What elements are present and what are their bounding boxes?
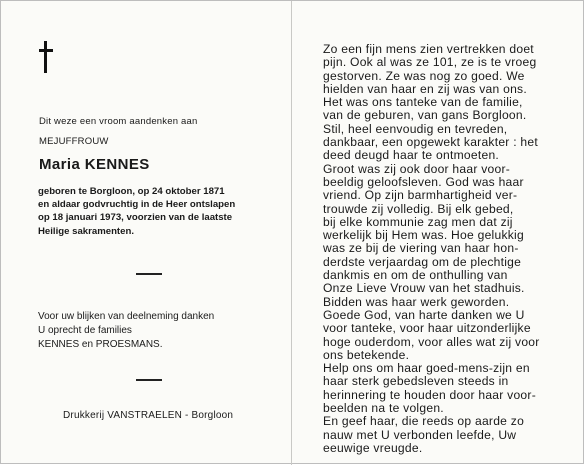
text-line: haar sterk gebedsleven steeds in	[323, 374, 509, 389]
text-line: pijn. Ook al was ze 101, ze is te vroeg	[323, 55, 537, 70]
biography-line: en aldaar godvruchtig in de Heer ontslapen	[38, 199, 236, 211]
center-fold	[291, 1, 292, 465]
deceased-name: Maria KENNES	[39, 156, 150, 173]
text-line: En geef haar, die reeds op aarde zo	[323, 414, 525, 429]
thanks-line: Voor uw blijken van deelneming danken	[38, 311, 215, 322]
text-line: Groot was zij ook door haar voor-	[323, 161, 511, 176]
left-page	[1, 1, 291, 465]
text-line: bij elke kommunie zag men dat zij	[323, 214, 513, 229]
text-line: Help ons om haar goed-mens-zijn en	[323, 361, 530, 376]
text-line: vriend. Op zijn barmhartigheid ver-	[323, 188, 518, 203]
text-line: Goede God, van harte danken we U	[323, 307, 525, 322]
text-line: hielden van haar en zij was van ons.	[323, 81, 527, 96]
text-line: gestorven. Ze was nog zo goed. We	[323, 68, 525, 83]
text-line: nauw met U verbonden leefde, Uw	[323, 427, 517, 442]
biography	[38, 185, 235, 238]
biography-line: op 18 januari 1973, voorzien van de laatste	[38, 212, 233, 224]
cross-icon	[39, 41, 53, 73]
text-line: deed deugd haar te ontmoeten.	[323, 148, 500, 163]
text-line: ons betekende.	[323, 347, 410, 362]
text-line: trouwde zij volledig. Bij elk gebed,	[323, 201, 514, 216]
printer-line: Drukkerij VANSTRAELEN - Borgloon	[63, 410, 234, 421]
divider	[136, 273, 162, 275]
text-line: hoge ouderdom, voor alles wat zij voor	[323, 334, 540, 349]
text-line: derdste verjaardag om de plechtige	[323, 254, 522, 269]
honorific: MEJUFFROUW	[39, 136, 109, 147]
biography-line: geboren te Borgloon, op 24 oktober 1871	[38, 186, 225, 197]
memorial-text	[323, 43, 540, 455]
text-line: voor tanteke, voor haar uitzonderlijke	[323, 321, 531, 336]
text-line: werkelijk bij Hem was. Hoe gelukkig	[323, 228, 524, 243]
text-line: Het was ons tanteke van de familie,	[323, 95, 523, 110]
text-line: Onze Lieve Vrouw van het stadhuis.	[323, 281, 525, 296]
divider	[136, 379, 162, 381]
thanks-line: U oprecht de families	[38, 325, 132, 336]
text-line: Bidden was haar werk geworden.	[323, 294, 510, 309]
biography-line: Heilige sakramenten.	[38, 225, 134, 237]
intro-line: Dit weze een vroom aandenken aan	[39, 116, 198, 127]
text-line: Zo een fijn mens zien vertrekken doet	[323, 42, 534, 56]
text-line: beelden na te volgen.	[323, 401, 444, 416]
text-line: van de geburen, van gans Borgloon.	[323, 108, 527, 123]
text-line: eeuwige vreugde.	[323, 440, 423, 455]
text-line: beeldig geloofsleven. God was haar	[323, 174, 524, 189]
thanks-line: KENNES en PROESMANS.	[38, 339, 163, 350]
thanks-text	[38, 310, 214, 352]
text-line: dankbaar, een opgewekt karakter : het	[323, 135, 538, 150]
text-line: was ze bij de viering van haar hon-	[323, 241, 519, 256]
right-page	[293, 1, 583, 465]
text-line: Stil, heel eenvoudig en tevreden,	[323, 121, 508, 136]
text-line: herinnering te houden door haar voor-	[323, 387, 536, 402]
text-line: dankmis en om de onthulling van	[323, 268, 508, 283]
